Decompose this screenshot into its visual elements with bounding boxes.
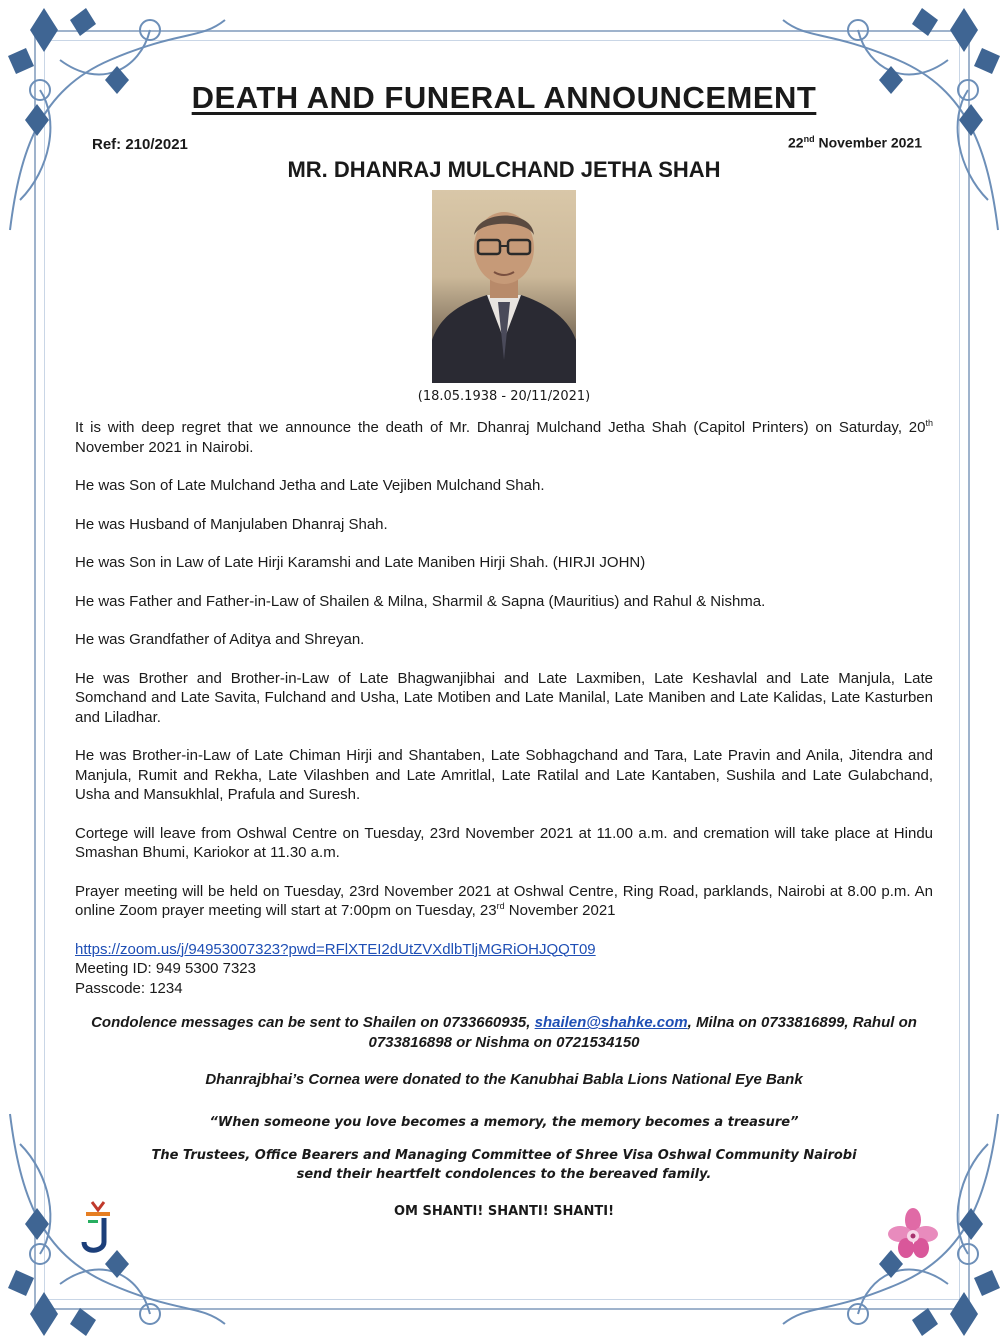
paragraph-cortege: Cortege will leave from Oshwal Centre on Tuesday, 23rd November 2021 at 11.00 a.m. and cremation will take place at Hindu Smashan Bhumi, Kariokor at 11.30 a.m. <box>75 824 933 861</box>
paragraph-children: He was Father and Father-in-Law of Shailen & Milna, Sharmil & Sapna (Mauritius) and Rahul & Nishma. <box>75 592 766 610</box>
paragraph-siblings-in-law: He was Brother-in-Law of Late Chiman Hirji and Shantaben, Late Sobhagchand and Tara, Late Pravin and Anila, Jitendra and Manjula, Rumit and Rekha, Late Vilashben and Late Amritlal, Late Ratilal and Late Kantaben, Sushila and Late Gulabchand, Usha and Mansukhlal, Prafula and Suresh. <box>75 747 933 803</box>
trustees-line-2: send their heartfelt condolences to the bereaved family. <box>296 1167 712 1182</box>
paragraph-parents: He was Son of Late Mulchand Jetha and Late Vejiben Mulchand Shah. <box>75 477 545 494</box>
paragraph-in-laws: He was Son in Law of Late Hirji Karamshi and Late Maniben Hirji Shah. (HIRJI JOHN) <box>75 554 646 571</box>
corner-ornament-top-right <box>778 0 1008 240</box>
announcement-date: 22nd November 2021 <box>788 134 922 151</box>
trustees-message <box>75 1146 933 1184</box>
paragraph-spouse: He was Husband of Manjulaben Dhanraj Shah. <box>75 515 388 533</box>
orchid-flower-icon <box>888 1208 938 1260</box>
trustees-line-1: The Trustees, Office Bearers and Managing Committee of Shree Visa Oshwal Community Nairobi <box>151 1148 857 1163</box>
passcode: Passcode: 1234 <box>75 979 183 997</box>
portrait-photo <box>432 190 576 383</box>
lifespan-dates: (18.05.1938 - 20/11/2021) <box>417 389 591 404</box>
cornea-donation-note: Dhanrajbhai’s Cornea were donated to the Kanubhai Babla Lions National Eye Bank <box>205 1071 803 1088</box>
reference-number: Ref: 210/2021 <box>92 136 188 153</box>
paragraph-prayer-meeting: Prayer meeting will be held on Tuesday, 23rd November 2021 at Oshwal Centre, Ring Road, parklands, Nairobi at 8.00 p.m. An online Zoom prayer meeting will start at 7:00pm on Tuesday, 23rd November 2021 <box>75 882 933 919</box>
paragraph-grandchildren: He was Grandfather of Aditya and Shreyan. <box>75 631 365 648</box>
paragraph-siblings: He was Brother and Brother-in-Law of Late Bhagwanjibhai and Late Laxmiben, Late Keshavlal and Late Manjula, Late Somchand and Late Savita, Fulchand and Usha, Late Motiben and Late Manilal, Late Maniben and Late Kalidas, Late Kasturben and Liladhar. <box>75 669 933 726</box>
community-logo-icon <box>78 1200 118 1256</box>
corner-ornament-top-left <box>0 0 230 240</box>
email-link[interactable]: shailen@shahke.com <box>534 1014 688 1031</box>
om-shanti-closing: OM SHANTI! SHANTI! SHANTI! <box>393 1204 615 1219</box>
announcement-body <box>75 418 933 1017</box>
paragraph-death-notice: It is with deep regret that we announce the death of Mr. Dhanraj Mulchand Jetha Shah (Capitol Printers) on Saturday, 20th November 2021 in Nairobi. <box>75 418 933 456</box>
announcement-title: DEATH AND FUNERAL ANNOUNCEMENT <box>191 80 817 115</box>
zoom-details <box>75 940 933 999</box>
meeting-id: Meeting ID: 949 5300 7323 <box>75 960 256 977</box>
deceased-name: MR. DHANRAJ MULCHAND JETHA SHAH <box>287 157 721 182</box>
memorial-quote: “When someone you love becomes a memory, the memory becomes a treasure” <box>209 1115 799 1130</box>
zoom-link[interactable]: https://zoom.us/j/94953007323?pwd=RFlXTEI2dUtZVXdlbTljMGRiOHJQQT09 <box>75 940 596 958</box>
condolence-contacts: Condolence messages can be sent to Shailen on 0733660935, shailen@shahke.com, Milna on 0733816899, Rahul on 0733816898 or Nishma on 0721534150 <box>91 1014 917 1051</box>
